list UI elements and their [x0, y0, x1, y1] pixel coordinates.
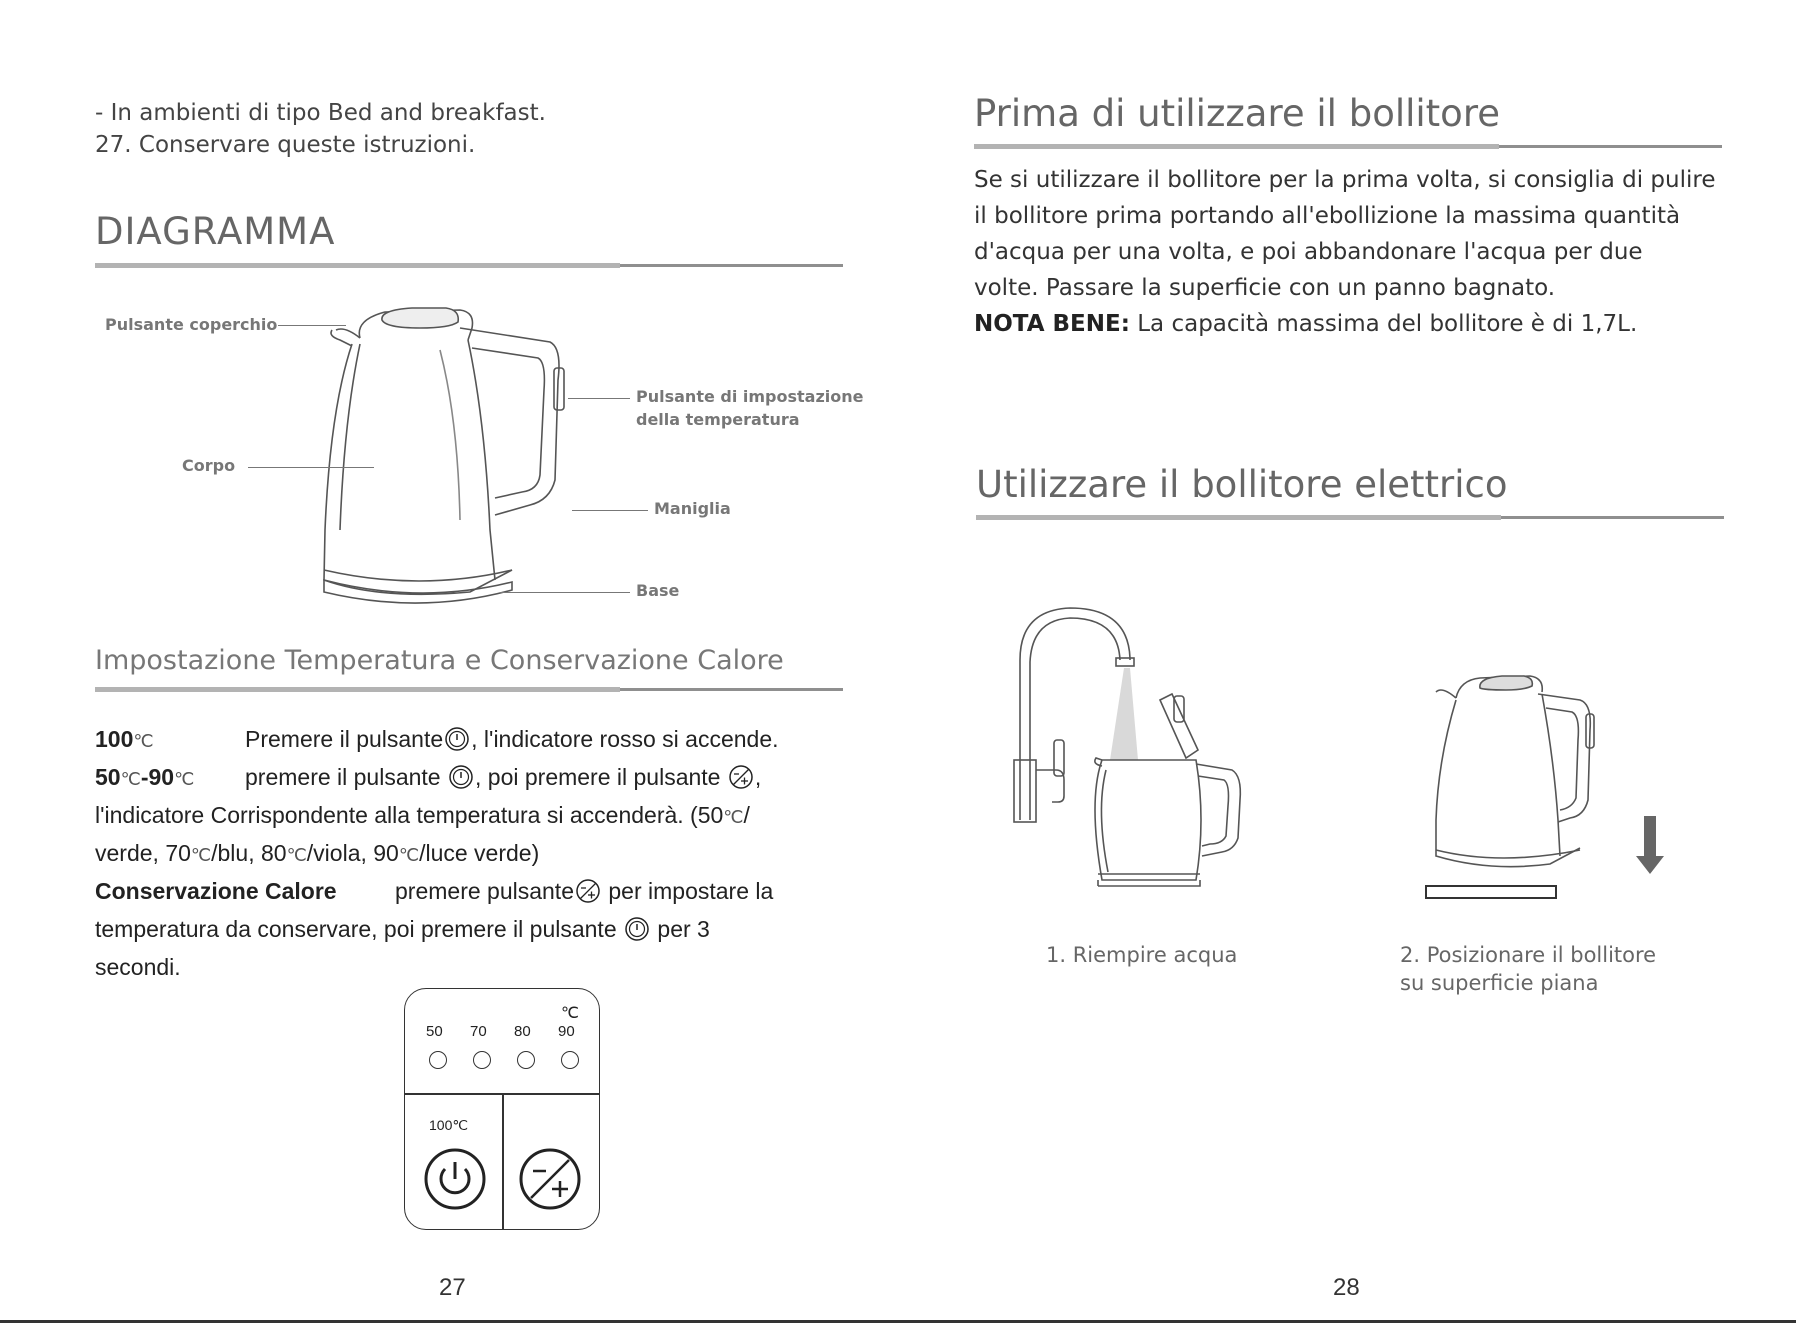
minus-plus-icon [727, 764, 755, 790]
kettle-diagram [300, 300, 590, 620]
label-temp-button-2: della temperatura [636, 410, 800, 429]
use-heading-rule [976, 515, 1724, 518]
temp-row-2-text-a: premere il pulsante [245, 764, 441, 790]
kettle-illustration [1436, 676, 1594, 867]
minus-plus-button[interactable] [518, 1147, 582, 1211]
temp-row-3-end: / [743, 802, 750, 828]
leader-base [500, 592, 630, 593]
temp-row-1-text-a: Premere il pulsante [245, 726, 444, 752]
power-icon [443, 726, 471, 752]
temp-row-4-c: /viola, 90 [306, 840, 399, 866]
temp-row-3 [95, 796, 750, 836]
temp-row-5-text-a: premere pulsante [395, 878, 574, 904]
temp-heading-rule [95, 687, 843, 690]
step-1-caption: 1. Riempire acqua [1046, 943, 1238, 967]
leader-handle [572, 510, 648, 511]
temp-row-2 [95, 758, 855, 798]
temp-row-5 [95, 872, 855, 910]
panel-temp-80: 80 [514, 1023, 531, 1040]
arrow-down-icon [1636, 816, 1664, 874]
label-body: Corpo [182, 456, 236, 475]
note-line [974, 306, 1734, 342]
temp-row-4-unit-3: ℃ [398, 845, 420, 865]
base-plate-illustration [1426, 886, 1556, 898]
temp-row-4-d: /luce verde) [419, 840, 540, 866]
temp-row-6-text-b: per 3 [657, 916, 710, 942]
water-stream [1110, 668, 1138, 760]
minus-plus-icon [574, 878, 602, 904]
temp-heading: Impostazione Temperatura e Conservazione Calore [95, 645, 784, 676]
temp-row-1-label: 100 [95, 726, 134, 752]
fill-water-illustration [1010, 600, 1270, 900]
indicator-90 [561, 1051, 579, 1069]
diagram-heading: DIAGRAMMA [95, 210, 336, 253]
before-paragraph [974, 162, 1734, 342]
temp-row-2-unit-a: ℃ [120, 769, 141, 789]
panel-boil-label: 100℃ [429, 1117, 469, 1133]
panel-temp-50: 50 [426, 1023, 443, 1040]
step-2-caption-1: 2. Posizionare il bollitore [1400, 943, 1657, 967]
leader-lid-button [278, 325, 346, 326]
temp-row-1-unit: ℃ [133, 731, 154, 751]
bottom-border [0, 1320, 1796, 1323]
temp-row-3-unit: ℃ [723, 807, 744, 827]
diagram-heading-rule [95, 263, 843, 266]
temp-row-4-b: /blu, 80 [211, 840, 287, 866]
before-line-2: il bollitore prima portando all'ebollizione la massima quantità [974, 203, 1681, 229]
indicator-80 [517, 1051, 535, 1069]
power-icon [447, 764, 475, 790]
temp-row-2-text-c: , [754, 764, 762, 790]
before-line-4: volte. Passare la superficie con un panno bagnato. [974, 275, 1556, 301]
temp-row-3-text: l'indicatore Corrispondente alla temperatura si accenderà. (50 [95, 802, 724, 828]
before-line-3: d'acqua per una volta, e poi abbandonare l'acqua per due [974, 239, 1643, 265]
intro-line-2: 27. Conservare queste istruzioni. [95, 132, 476, 158]
page-number-left: 27 [439, 1274, 466, 1301]
temp-row-7: secondi. [95, 954, 181, 980]
note-text: La capacità massima del bollitore è di 1,7L. [1129, 311, 1638, 337]
temp-row-4 [95, 834, 539, 874]
temp-row-2-unit-b: ℃ [174, 769, 195, 789]
label-base: Base [636, 581, 680, 600]
faucet-illustration [1014, 608, 1134, 822]
leader-body [248, 467, 374, 468]
temp-row-1 [95, 720, 855, 760]
control-panel [404, 988, 600, 1230]
before-line-1: Se si utilizzare il bollitore per la prima volta, si consiglia di pulire [974, 167, 1716, 193]
use-heading: Utilizzare il bollitore elettrico [976, 463, 1508, 506]
temp-row-6 [95, 910, 710, 948]
label-temp-button-1: Pulsante di impostazione [636, 387, 864, 406]
before-heading-rule [974, 144, 1722, 147]
power-icon [623, 916, 651, 942]
page-number-right: 28 [1333, 1274, 1360, 1301]
temp-row-2-text-b: , poi premere il pulsante [475, 764, 721, 790]
label-handle: Maniglia [654, 499, 731, 518]
intro-line-1: - In ambienti di tipo Bed and breakfast. [95, 100, 546, 126]
temp-row-2-label-b: -90 [140, 764, 175, 790]
panel-temp-70: 70 [470, 1023, 487, 1040]
indicator-50 [429, 1051, 447, 1069]
temp-row-5-label: Conservazione Calore [95, 878, 337, 904]
temp-row-6-text-a: temperatura da conservare, poi premere il pulsante [95, 916, 617, 942]
temp-row-4-a: verde, 70 [95, 840, 191, 866]
power-button[interactable] [423, 1147, 487, 1211]
temp-row-4-unit-2: ℃ [286, 845, 307, 865]
note-label: NOTA BENE: [974, 311, 1130, 337]
temp-row-2-label-a: 50 [95, 764, 121, 790]
panel-unit: ℃ [561, 1005, 579, 1022]
temp-row-1-text-b: , l'indicatore rosso si accende. [471, 726, 779, 752]
step-2-caption-2: su superficie piana [1400, 971, 1599, 995]
panel-divider-v [502, 1093, 504, 1229]
before-heading: Prima di utilizzare il bollitore [974, 92, 1500, 135]
panel-temp-90: 90 [558, 1023, 575, 1040]
indicator-70 [473, 1051, 491, 1069]
leader-temp-button [568, 398, 630, 399]
place-kettle-illustration [1420, 670, 1690, 910]
temp-row-5-text-b: per impostare la [608, 878, 774, 904]
temp-row-4-unit-1: ℃ [190, 845, 212, 865]
label-lid-button: Pulsante coperchio [105, 315, 278, 334]
